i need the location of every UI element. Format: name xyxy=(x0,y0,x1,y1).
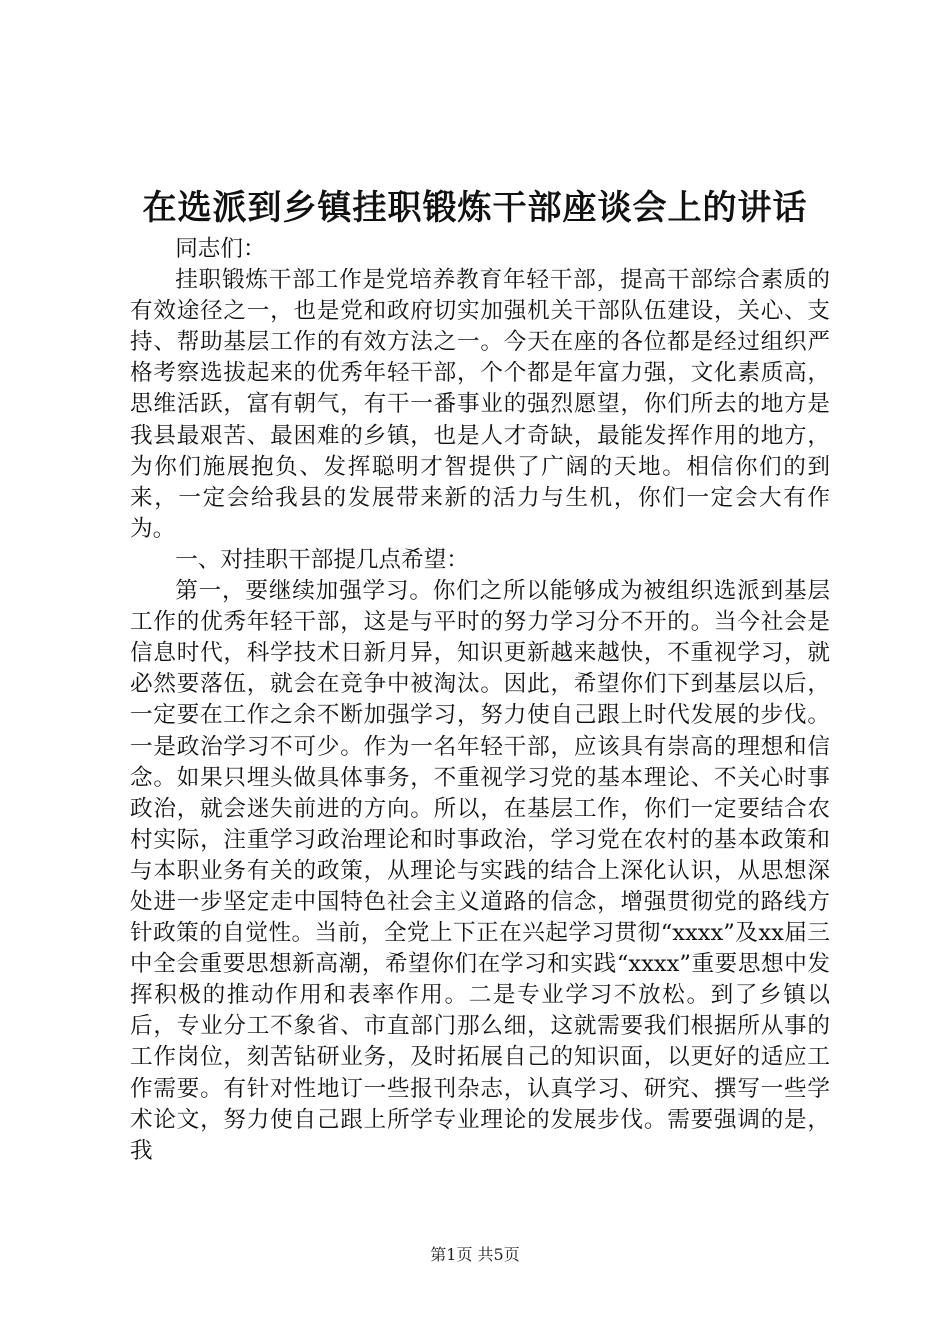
body-paragraph: 第一，要继续加强学习。你们之所以能够成为被组织选派到基层工作的优秀年轻干部，这是与平时的努力学习分不开的。当今社会是信息时代，科学技术日新月异，知识更新越来越快，不重视学习，就必然要落伍，就会在竞争中被淘汰。因此，希望你们下到基层以后，一定要在工作之余不断加强学习，努力使自己跟上时代发展的步伐。一是政治学习不可少。作为一名年轻干部，应该具有崇高的理想和信念。如果只埋头做具体事务，不重视学习党的基本理论、不关心时事政治，就会迷失前进的方向。所以，在基层工作，你们一定要结合农村实际，注重学习政治理论和时事政治，学习党在农村的基本政策和与本职业务有关的政策，从理论与实践的结合上深化认识，从思想深处进一步坚定走中国特色社会主义道路的信念，增强贯彻党的路线方针政策的自觉性。当前，全党上下正在兴起学习贯彻“xxxx”及xx届三中全会重要思想新高潮，希望你们在学习和实践“xxxx”重要思想中发挥积极的推动作用和表率作用。二是专业学习不放松。到了乡镇以后，专业分工不象省、市直部门那么细，这就需要我们根据所从事的工作岗位，刻苦钻研业务，及时拓展自己的知识面，以更好的适应工作需要。有针对性地订一些报刊杂志，认真学习、研究、撰写一些学术论文，努力使自己跟上所学专业理论的发展步伐。需要强调的是，我 xyxy=(130,578,830,1164)
intro-paragraph: 挂职锻炼干部工作是党培养教育年轻干部，提高干部综合素质的有效途径之一，也是党和政府切实加强机关干部队伍建设，关心、支持、帮助基层工作的有效方法之一。今天在座的各位都是经过组织严格考察选拔起来的优秀年轻干部，个个都是年富力强，文化素质高，思维活跃，富有朝气，有干一番事业的强烈愿望，你们所去的地方是我县最艰苦、最困难的乡镇，也是人才奇缺，最能发挥作用的地方，为你们施展抱负、发挥聪明才智提供了广阔的天地。相信你们的到来，一定会给我县的发展带来新的活力与生机，你们一定会大有作为。 xyxy=(130,267,830,542)
page-footer: 第1页 共5页 xyxy=(430,1245,520,1264)
section-heading: 一、对挂职干部提几点希望： xyxy=(175,546,469,573)
document-title: 在选派到乡镇挂职锻炼干部座谈会上的讲话 xyxy=(142,188,808,228)
document-body xyxy=(130,234,830,1167)
salutation-paragraph: 同志们： xyxy=(175,236,266,262)
